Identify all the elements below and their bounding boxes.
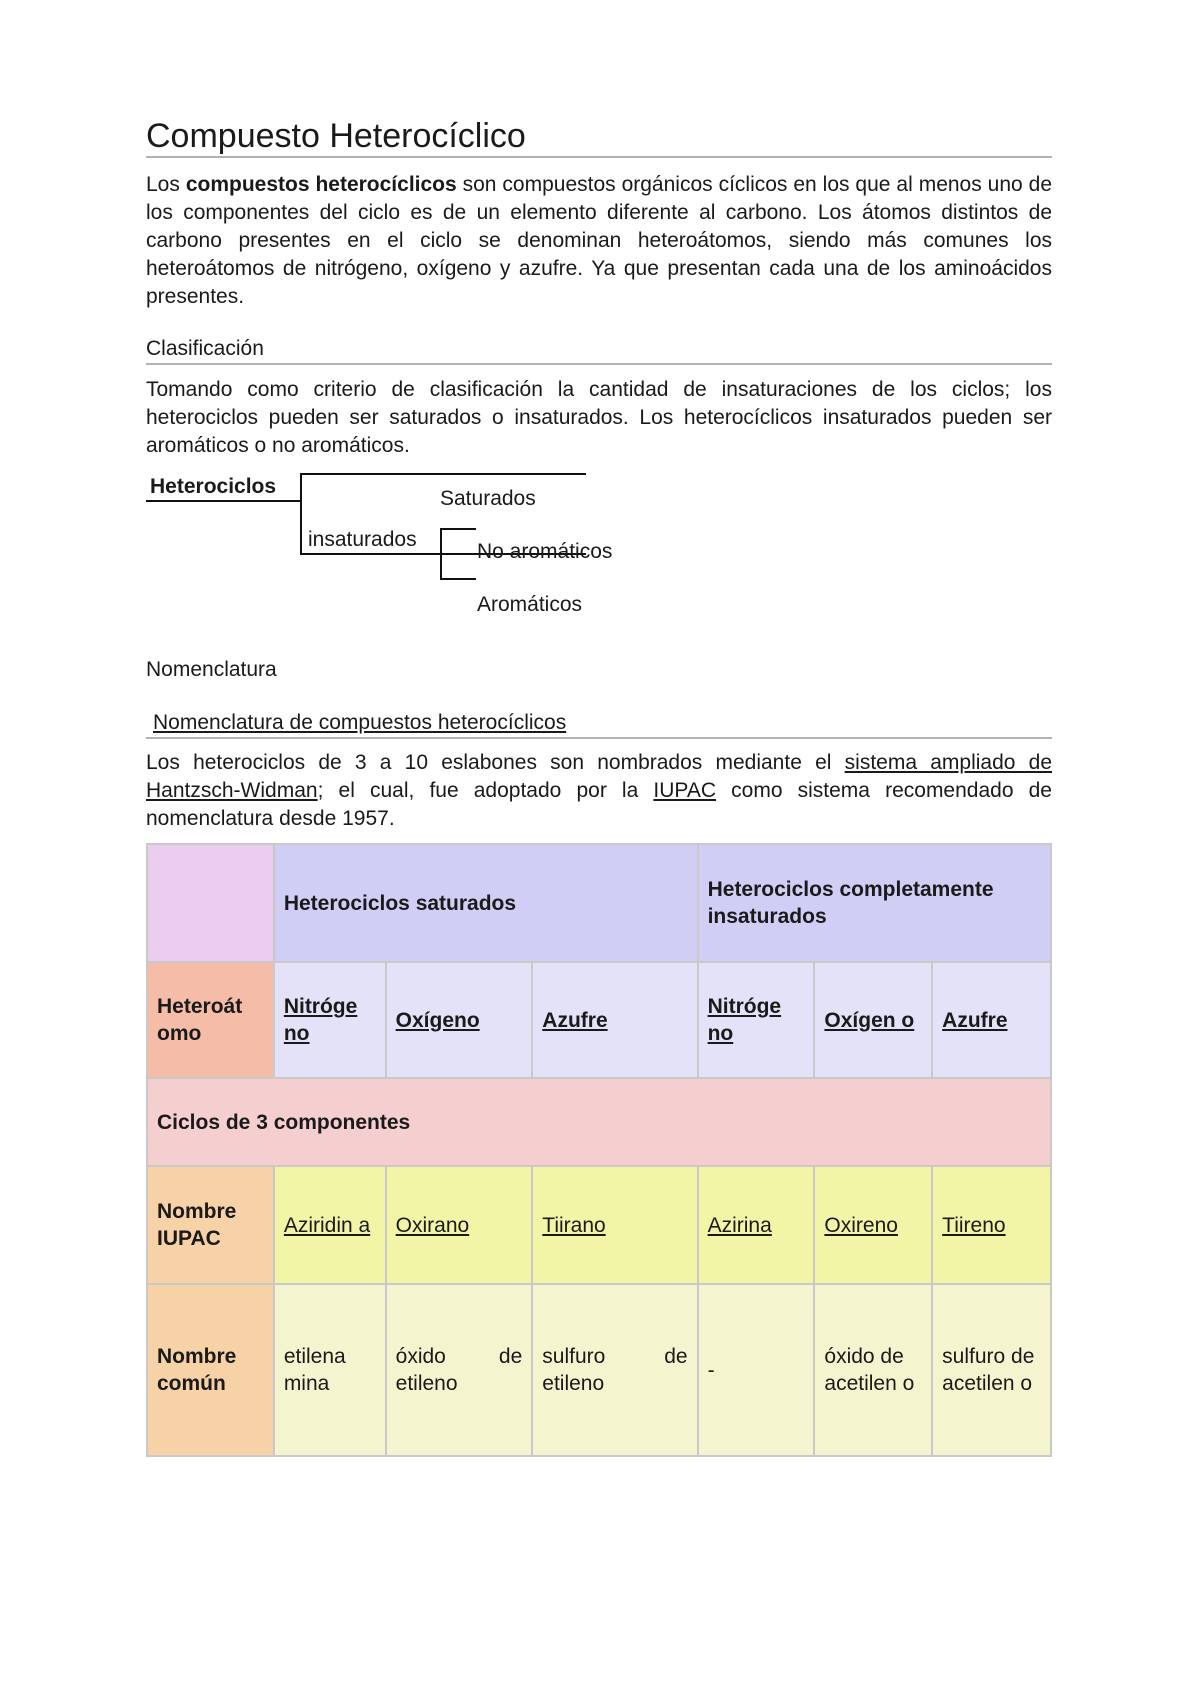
heteroatomo-link[interactable]: Oxígen o xyxy=(824,1008,915,1032)
table-row xyxy=(147,844,1051,962)
intro-text: son compuestos orgánicos cíclicos en los que al menos uno de los componentes del ciclo es de un elemento diferente al carbono. Los átomos distintos de carbono presentes en el ciclo se denominan heteroátomos, siendo más comunes los heteroátomos de nitrógeno, oxígeno y azufre. Ya que presentan cada una de los aminoácidos presentes. xyxy=(146,173,1052,308)
tree-branch-saturados xyxy=(300,473,586,475)
heteroatomo-cell[interactable] xyxy=(932,962,1051,1078)
heteroatomo-link[interactable]: Azufre xyxy=(942,1008,1008,1032)
comun-label: Nombre común xyxy=(147,1284,274,1456)
comun-cell: etilena mina xyxy=(274,1284,386,1456)
tree-vertical-2 xyxy=(440,528,442,580)
clasificacion-paragraph: Tomando como criterio de clasificación la cantidad de insaturaciones de los ciclos; los heterociclos pueden ser saturados o insaturados. Los heterocíclicos insaturados pueden ser aromáticos o no aromáticos. xyxy=(146,378,1052,457)
tree-root: Heterociclos xyxy=(150,475,277,498)
comun-cell: - xyxy=(698,1284,815,1456)
tree-vertical-1 xyxy=(300,473,302,555)
table-row xyxy=(147,1284,1051,1456)
nomenclatura-heading: Nomenclatura xyxy=(146,658,277,681)
iupac-link[interactable]: IUPAC xyxy=(653,779,717,802)
tree-no-aromaticos: No aromáticos xyxy=(477,540,613,563)
heteroatomo-link[interactable]: Azufre xyxy=(542,1008,608,1032)
iupac-cell[interactable] xyxy=(532,1166,697,1284)
comun-cell: sulfuro de acetilen o xyxy=(932,1284,1051,1456)
page-title: Compuesto Heterocíclico xyxy=(146,117,526,155)
heteroatomo-link[interactable]: Nitróge no xyxy=(707,995,782,1045)
iupac-link[interactable]: Azirina xyxy=(707,1213,772,1237)
iupac-link[interactable]: Aziridin a xyxy=(283,1213,371,1237)
tree-aromaticos: Aromáticos xyxy=(477,593,583,616)
group-saturados-header: Heterociclos saturados xyxy=(274,844,698,962)
table-row xyxy=(147,962,1051,1078)
clasificacion-heading: Clasificación xyxy=(146,337,264,360)
iupac-cell[interactable] xyxy=(814,1166,932,1284)
heteroatomo-link[interactable]: Oxígeno xyxy=(395,1008,480,1032)
tree-insaturados: insaturados xyxy=(308,528,417,551)
iupac-cell[interactable] xyxy=(932,1166,1051,1284)
iupac-link[interactable]: Oxireno xyxy=(824,1213,898,1237)
tree-branch-arom xyxy=(440,578,476,580)
table-row xyxy=(147,1166,1051,1284)
heterocycle-table xyxy=(146,843,1052,1457)
nomenclatura-rule xyxy=(146,737,1052,739)
heteroatomo-cell[interactable] xyxy=(386,962,533,1078)
heteroatomo-link[interactable]: Nitróge no xyxy=(283,995,358,1045)
iupac-cell[interactable] xyxy=(698,1166,815,1284)
title-rule xyxy=(146,156,1052,158)
comun-cell: óxido de etileno xyxy=(386,1284,533,1456)
nomenclatura-subheading: Nomenclatura de compuestos heterocíclicos xyxy=(153,711,567,734)
iupac-cell[interactable] xyxy=(274,1166,386,1284)
iupac-label: Nombre IUPAC xyxy=(147,1166,274,1284)
comun-cell: sulfuro de etileno xyxy=(532,1284,697,1456)
iupac-link[interactable]: Tiireno xyxy=(942,1213,1006,1237)
nomen-text-c: como sistema recomendado de nomenclatura desde 1957. xyxy=(146,779,1052,830)
tree-saturados: Saturados xyxy=(440,487,536,510)
nomen-text-a: Los heterociclos de 3 a 10 eslabones son nombrados mediante el xyxy=(146,751,832,774)
heteroatomo-cell[interactable] xyxy=(274,962,386,1078)
comun-cell: óxido de acetilen o xyxy=(814,1284,932,1456)
section-row-header: Ciclos de 3 componentes xyxy=(147,1078,1051,1166)
table-row xyxy=(147,1078,1051,1166)
iupac-link[interactable]: Oxirano xyxy=(395,1213,470,1237)
heteroatomo-cell[interactable] xyxy=(814,962,932,1078)
table-corner-cell xyxy=(147,844,274,962)
heteroatomo-cell[interactable] xyxy=(532,962,697,1078)
intro-paragraph xyxy=(146,171,1052,311)
intro-prefix: Los xyxy=(146,173,180,196)
heteroatomo-cell[interactable] xyxy=(698,962,815,1078)
iupac-link[interactable]: Tiirano xyxy=(542,1213,606,1237)
nomenclatura-paragraph xyxy=(146,749,1052,833)
hantzsch-widman-link[interactable]: sistema ampliado de Hantzsch-Widman xyxy=(146,751,1052,802)
intro-bold-term: compuestos heterocíclicos xyxy=(185,173,457,196)
tree-branch-noarom xyxy=(440,528,476,530)
clasificacion-rule xyxy=(146,363,1052,365)
iupac-cell[interactable] xyxy=(386,1166,533,1284)
tree-root-underline xyxy=(146,500,300,502)
nomen-text-b: ; el cual, fue adoptado por la xyxy=(317,779,639,802)
heteroatomo-label: Heteroát omo xyxy=(147,962,274,1078)
group-insaturados-header: Heterociclos completamente insaturados xyxy=(698,844,1051,962)
